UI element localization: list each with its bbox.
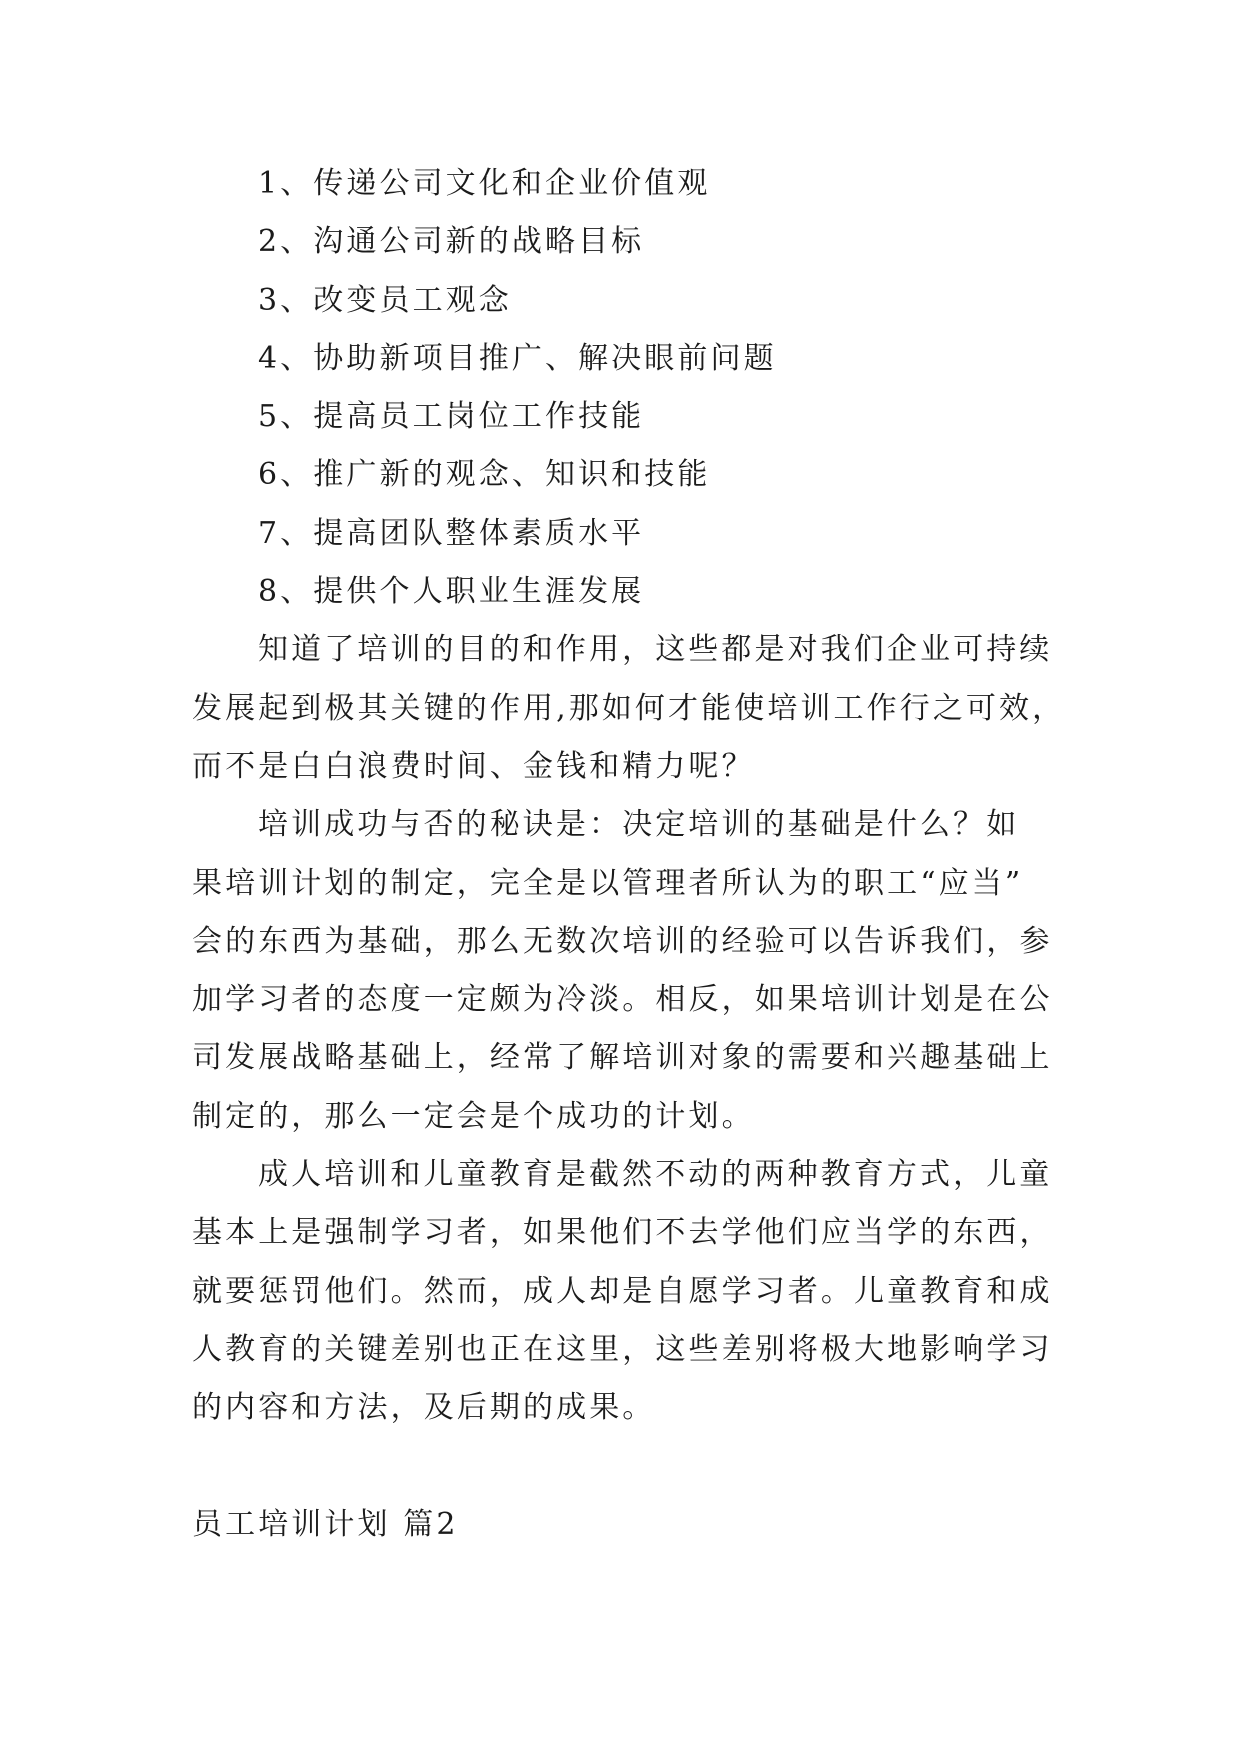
paragraph (192, 1146, 1092, 1437)
paragraph-line: 知道了培训的目的和作用，这些都是对我们企业可持续 (258, 632, 1053, 668)
paragraph-line: 成人培训和儿童教育是截然不动的两种教育方式，儿童 (258, 1157, 1053, 1193)
training-goals-list (192, 155, 1092, 621)
paragraph-line: 会的东西为基础，那么无数次培训的经验可以告诉我们，参 (192, 923, 1053, 959)
blank-line (192, 1438, 1092, 1496)
list-item: 7、提高团队整体素质水平 (258, 515, 645, 551)
document-body (192, 155, 1092, 1554)
paragraph (192, 621, 1092, 796)
list-item: 3、改变员工观念 (258, 282, 512, 318)
paragraph-line: 果培训计划的制定，完全是以管理者所认为的职工“应当” (192, 865, 1024, 901)
section-heading: 员工培训计划 篇2 (192, 1506, 459, 1542)
paragraph-line: 的内容和方法，及后期的成果。 (192, 1390, 656, 1426)
paragraph-line: 司发展战略基础上，经常了解培训对象的需要和兴趣基础上 (192, 1040, 1053, 1076)
list-item: 6、推广新的观念、知识和技能 (258, 457, 711, 493)
list-item: 1、传递公司文化和企业价值观 (258, 166, 711, 201)
paragraph-line: 制定的，那么一定会是个成功的计划。 (192, 1098, 755, 1134)
paragraph-line: 就要惩罚他们。然而，成人却是自愿学习者。儿童教育和成 (192, 1273, 1053, 1309)
list-item: 5、提高员工岗位工作技能 (258, 399, 645, 435)
list-item: 4、协助新项目推广、解决眼前问题 (258, 340, 777, 376)
list-item: 8、提供个人职业生涯发展 (258, 574, 645, 610)
paragraph-line: 而不是白白浪费时间、金钱和精力呢？ (192, 748, 755, 784)
paragraph (192, 796, 1092, 1146)
list-item: 2、沟通公司新的战略目标 (258, 224, 645, 260)
paragraph-line: 加学习者的态度一定颇为冷淡。相反，如果培训计划是在公 (192, 982, 1053, 1018)
paragraph-line: 基本上是强制学习者，如果他们不去学他们应当学的东西， (192, 1215, 1053, 1251)
paragraph-line: 培训成功与否的秘诀是：决定培训的基础是什么？如 (258, 807, 1020, 843)
paragraph-line: 发展起到极其关键的作用,那如何才能使培训工作行之可效， (192, 690, 1066, 726)
paragraph-line: 人教育的关键差别也正在这里，这些差别将极大地影响学习 (192, 1331, 1053, 1367)
